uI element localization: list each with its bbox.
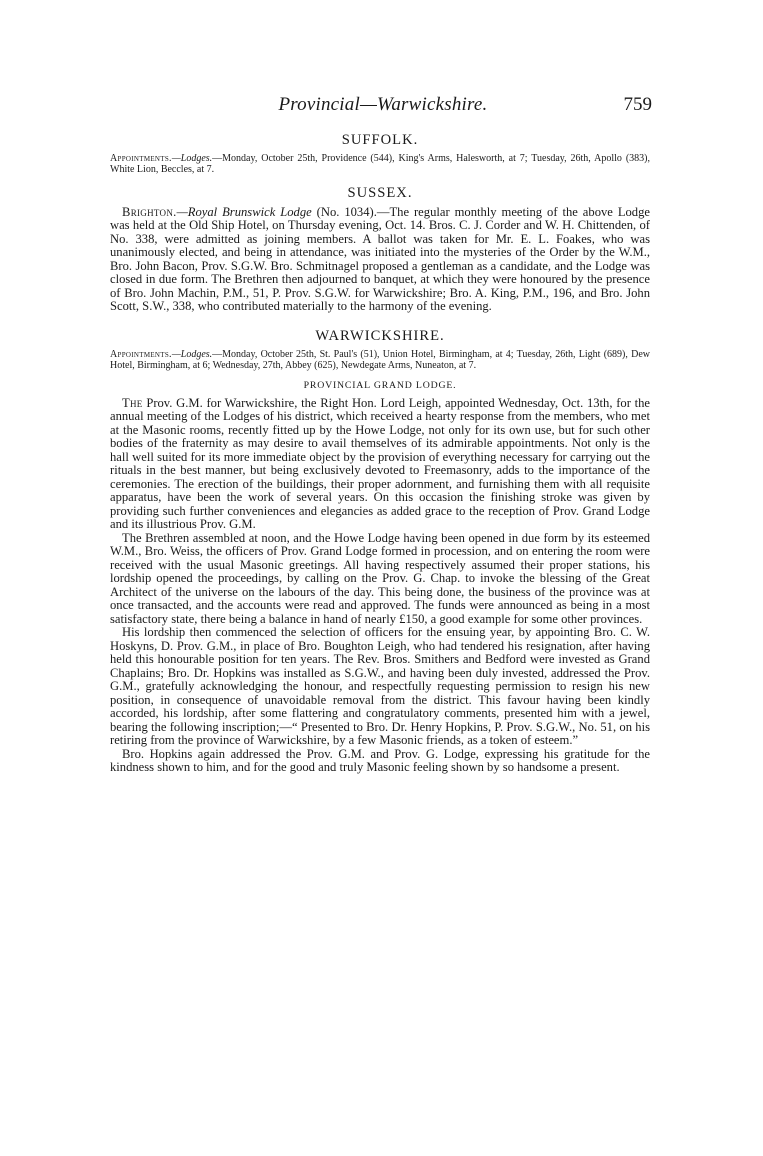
paragraph-2: The Brethren assembled at noon, and the Howe Lodge having been opened in due form by its esteemed W.M., Bro. Weiss, the officers of Prov. Grand Lodge formed in procession, and on entering the room were received with the usual Masonic greetings. All having respectively assumed their proper stations, his lordship opened the proceedings, by calling on the Prov. G. Chap. to invoke the blessing of the Great Architect of the universe on the labours of the day. This being done, the business of the province was at once transacted, and the accounts were read and approved. The funds were announced as being in a most satisfactory state, there being a balance in hand of nearly £150, a good example for some other provinces. (110, 530, 650, 626)
appointments-suffolk (110, 153, 650, 176)
paragraph-1 (110, 397, 650, 532)
section-heading-warwickshire: WARWICKSHIRE. (315, 327, 445, 344)
appointments-text: —Monday, October 25th, St. Paul's (51), Union Hotel, Birmingham, at 4; Tuesday, 26th, Light (689), Dew Hotel, Birmingham, at 6; Wednesday, 27th, Abbey (625), Newdegate Arms, Nuneaton, at 7. (110, 348, 650, 372)
section-sussex (110, 185, 650, 314)
page-header (110, 94, 656, 122)
paragraph-text: Prov. G.M. for Warwickshire, the Right Hon. Lord Leigh, appointed Wednesday, Oct. 13th, for the annual meeting of the Lodges of his district, which received a hearty response from the members, who met at the Masonic rooms, recently fitted up by the Howe Lodge, not only for its own use, but for such other bodies of the fraternity as may desire to avail themselves of its admirable appointments. Not only is the hall well suited for its more immediate object by the provision of everything necessary for carrying out the rituals in the best manner, but being exclusively devoted to Freemasonry, adds to the importance of the ceremonies. The erection of the buildings, their proper adornment, and furnishing them with all requisite apparatus, have been the work of several years. On this occasion the finishing stroke was given by providing such further conveniences and elegancies as added grace to the reception of Prov. Grand Lodge and its illustrious Prov. G.M. (110, 395, 650, 532)
subheading-provincial-grand-lodge: PROVINCIAL GRAND LODGE. (303, 379, 457, 391)
sussex-report (110, 206, 650, 314)
appointments-label: —Lodges. (171, 348, 213, 360)
appointments-lead: Appointments. (110, 348, 172, 360)
spacer (110, 314, 650, 328)
section-heading-suffolk: SUFFOLK. (341, 132, 419, 148)
section-heading-sussex: SUSSEX. (347, 184, 413, 201)
report-text: (No. 1034).—The regular monthly meeting of the above Lodge was held at the Old Ship Hotel, on Thursday evening, Oct. 14. Bros. C. J. Corder and W. H. Chittenden, of No. 338, were admitted as joining members. A ballot was taken for Mr. E. L. Foakes, who was unanimously elected, and being in attendance, was initiated into the mysteries of the Order by the W.M., Bro. John Bacon, Prov. S.G.W. Bro. Schmitnagel proposed a gentleman as a candidate, and the Lodge was closed in due form. The Brethren then adjourned to banquet, at which they were honoured by the presence of Bro. John Machin, P.M., 51, P. Prov. S.G.W. for Warwickshire; Bro. A. King, P.M., 196, and Bro. John Scott, S.W., 338, who contributed materially to the harmony of the evening. (110, 204, 650, 314)
page-body (110, 132, 650, 775)
paragraph-lead: The (122, 395, 143, 410)
report-place: Brighton. (122, 204, 177, 219)
report-lodge-name: —Royal Brunswick Lodge (176, 204, 312, 219)
paragraph-3: His lordship then commenced the selection of officers for the ensuing year, by appointing Bro. C. W. Hoskyns, D. Prov. G.M., in place of Bro. Boughton Leigh, who had tendered his resignation, after having held this honourable position for ten years. The Rev. Bros. Smithers and Bedford were invested as Grand Chaplains; Bro. Dr. Hopkins was installed as S.G.W., and having been duly invested, addressed the Prov. G.M., gratefully acknowledging the honour, and respectfully requesting permission to resign his new position, in consequence of unavoidable removal from the district. This favour having been kindly accorded, his lordship, after some flattering and congratulatory comments, presented him with a jewel, bearing the following inscription;—“ Presented to Bro. Dr. Henry Hopkins, P. Prov. S.G.W., No. 51, on his retiring from the province of Warwickshire, by a few Masonic friends, as a token of esteem.” (110, 625, 650, 748)
appointments-warwickshire (110, 349, 650, 372)
section-suffolk (110, 132, 650, 176)
appointments-text: —Monday, October 25th, Providence (544), King's Arms, Halesworth, at 7; Tuesday, 26th, Apollo (383), White Lion, Beccles, at 7. (110, 153, 650, 176)
page-number: 759 (623, 94, 652, 115)
appointments-lead: Appointments. (110, 153, 172, 164)
spacer (110, 176, 650, 185)
appointments-label: —Lodges. (171, 153, 213, 164)
paragraph-4: Bro. Hopkins again addressed the Prov. G.M. and Prov. G. Lodge, expressing his gratitude for the kindness shown to him, and for the good and truly Masonic feeling shown by so handsome a present. (110, 746, 650, 775)
running-title: Provincial—Warwickshire. (278, 94, 488, 115)
section-warwickshire (110, 328, 650, 775)
